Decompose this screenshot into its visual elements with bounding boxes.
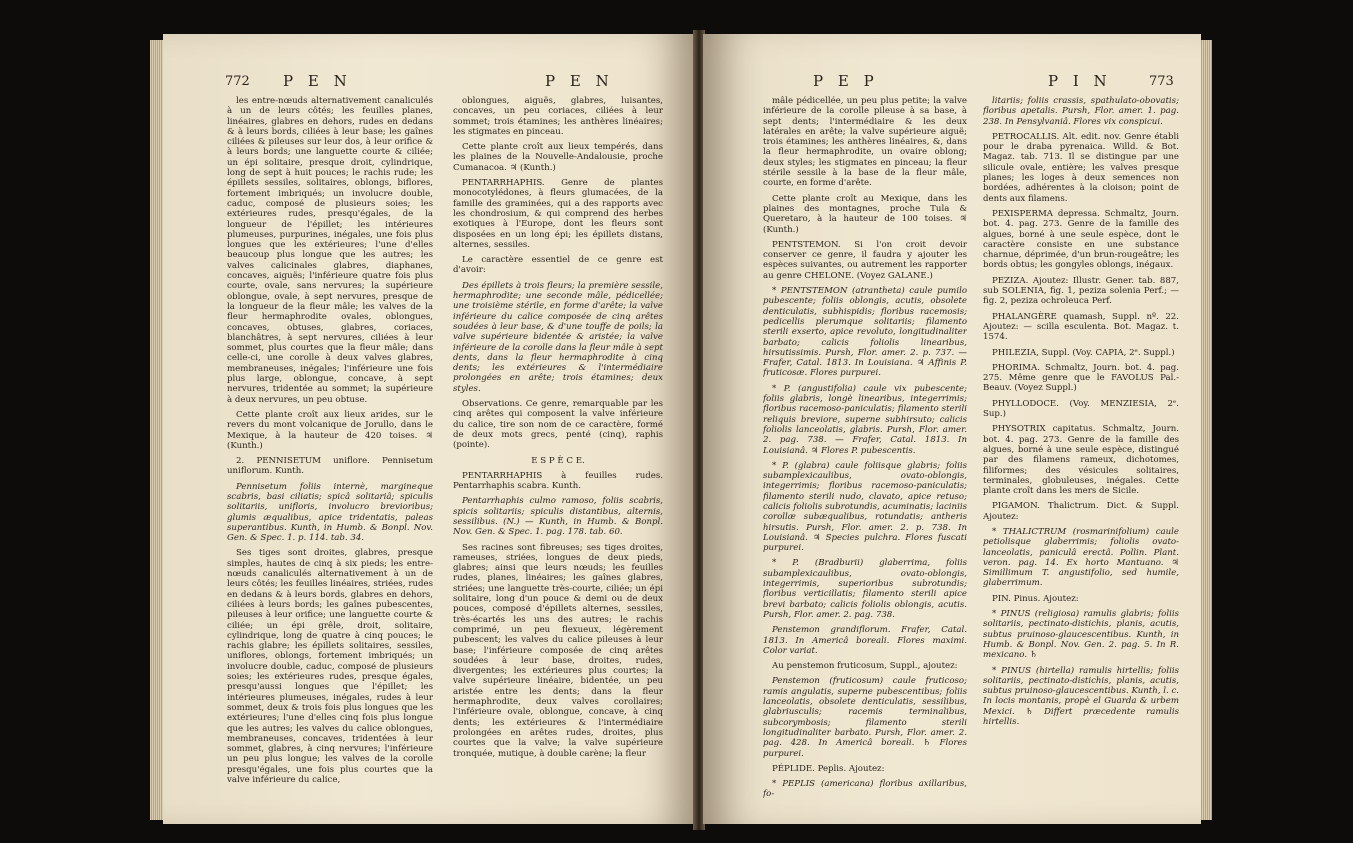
paragraph: PENTSTEMON. Si l'on croit devoir conserver ce genre, il faudra y ajouter les espèces suivantes, ou autrement les rapporter au genre CHELONE. (Voyez GALANE.) (763, 239, 967, 281)
paragraph: litariis; foliis crassis, spathulato-obovatis; floribus apetalis. Pursh, Flor. amer. 1. pag. 238. In Pensylvaniâ. Flores vix conspicui. (983, 96, 1179, 127)
right-page-number: 773 (1149, 74, 1174, 89)
right-running-head-right: P I N (1048, 72, 1112, 90)
paragraph: Cette plante croît au Mexique, dans les plaines des montagnes, proche Tula & Queretaro, à la hauteur de 100 toises. ♃ (Kunth.) (763, 193, 967, 235)
right-column-2 (983, 96, 1179, 816)
paragraph: Penstemon grandiflorum. Frafer, Catal. 1813. In Americâ boreali. Flores maximi. Color variat. (763, 625, 967, 656)
paragraph: les entre-nœuds alternativement canaliculés à un de leurs côtés; les feuilles planes, linéaires, glabres en dehors, rudes en dedans & à leurs bords, ciliées à leur base; les gaînes ciliées & pileuses sur leur dos, à leur orifice & à leurs bords; une languette courte & ciliée; un épi solitaire, presque droit, cylindrique, long de sept à huit pouces; le rachis rude; les épillets sessiles, solitaires, oblongs, biflores, fortement imbriqués; un involucre double, caduc, composé de plusieurs soies; les extérieures rudes, presqu'égales, de la longueur de l'épillet; les intérieures plumeuses, purpurines, inégales, une fois plus longues que les extérieures; l'une d'elles beaucoup plus longue que les autres; les valves calicinales glabres, diaphanes, concaves, aiguës; l'inférieure quatre fois plus courte, ovale, sans nervures; la supérieure oblongue, ovale, à sept nervures, presque de la longueur de la fleur mâle; les valves de la fleur hermaphrodite ovales, oblongues, concaves, obtuses, glabres, coriaces, blanchâtres, à sept nervures, ciliées à leur sommet, plus courtes que la fleur mâle; dans celle-ci, une corolle à deux valves glabres, membraneuses, inégales; l'inférieure une fois plus large, oblongue, concave, à sept nervures, tridentée au sommet; la supérieure à deux nervures, un peu obtuse. (227, 96, 433, 405)
paragraph: PENTARRHAPHIS. Genre de plantes monocotylédones, à fleurs glumacées, de la famille des graminées, qui a des rapports avec les chondrosium, & qui comprend des herbes exotiques à l'Europe, dont les fleurs sont disposées en un long épi; les épillets distans, alternes, sessiles. (453, 178, 663, 250)
right-page (703, 34, 1201, 824)
paragraph: PEXISPERMA depressa. Schmaltz, Journ. bot. 4. pag. 273. Genre de la famille des algues, borné à une seule espèce, dont le caractère consiste en une substance charnue, déprimée, d'un brun-rougeâtre; les bords obtus; les gongyles oblongs, inégaux. (983, 208, 1179, 271)
paragraph: * P. (Bradburii) glaberrima, foliis subamplexicaulibus, ovato-oblongis, integerrimis, superioribus subrotundis; floribus verticillatis; filamento sterili apice brevi barbato; calicis foliolis oblongis, acutis. Pursh, Flor. amer. 2. pag. 738. (763, 558, 967, 620)
paragraph: Penstemon (fruticosum) caule fruticoso; ramis angulatis, superne pubescentibus; foliis lanceolatis, obsolete denticulatis, sessilibus, glabriusculis; racemis terminalibus, subcorymbosis; filamento sterili longitudinaliter barbato. Pursh, Flor. amer. 2. pag. 428. In Americâ boreali. ♄ Flores purpurei. (763, 676, 967, 759)
paragraph: Pentarrhaphis culmo ramoso, foliis scabris, spicis solitariis; spiculis distantibus, alternis, sessilibus. (N.) — Kunth, in Humb. & Bonpl. Nov. Gen. & Spec. 1. pag. 178. tab. 60. (453, 496, 663, 538)
paragraph: Cette plante croît aux lieux tempérés, dans les plaines de la Nouvelle-Andalousie, proche Cumanacoa. ♃ (Kunth.) (453, 142, 663, 173)
right-running-head-left: P E P (813, 72, 879, 90)
paragraph: Pennisetum foliis internè, margineque scabris, basi ciliatis; spicâ solitariâ; spiculis solitariis, unifloris, involucro brevioribus; glumis æqualibus, apice tridentatis, paleas superantibus. Kunth, in Humb. & Bonpl. Nov. Gen. & Spec. 1. p. 114. tab. 34. (227, 481, 433, 544)
paragraph: * THALICTRUM (rosmarinifolium) caule petiolisque glaberrimis; foliolis ovato-lanceolatis, paniculâ erectâ. Pollin. Plant. veron. pag. 14. Ex horto Mantuano. ♃ Simillimum T. angustifolio, sed humile, glaberrimum. (983, 526, 1179, 589)
left-running-head-right: P E N (545, 72, 614, 90)
paragraph: * P. (glabra) caule foliisque glabris; foliis subamplexicaulibus, ovato-oblongis, integerrimis; floribus racemoso-paniculatis; filamento sterili nudo, clavato, apice retuso; calicis foliolis subrotundis, acuminatis; laciniis corollæ subæqualibus, rotundatis; antheris hirsutis. Pursh, Flor. amer. 2. p. 738. In Louisianâ. ♃ Species pulchra. Flores fuscati purpurei. (763, 460, 967, 554)
left-column-2 (453, 96, 663, 816)
paragraph: * PENTSTEMON (atrantheta) caule pumilo pubescente; foliis oblongis, acutis, obsolete denticulatis, subhispidis; floribus racemosis; pedicellis plerumque solitariis; filamento sterili exserto, apice revoluto, longitudinaliter barbato; calicis foliolis linearibus, hirsutissimis. Pursh, Flor. amer. 2. p. 737. — Frafer, Catal. 1813. In Louisiana. ♃ Affinis P. fruticosæ. Flores purpurei. (763, 286, 967, 379)
paragraph: PIGAMON. Thalictrum. Dict. & Suppl. Ajoutez: (983, 501, 1179, 522)
section-heading: E S P È C E. (531, 455, 585, 466)
paragraph: Des épillets à trois fleurs; la première sessile, hermaphrodite; une seconde mâle, pédicellée; une troisième stérile, en forme d'arête; la valve inférieure du calice composée de cinq arêtes soudées à leur base, & d'une touffe de poils; la valve supérieure bidentée & aristée; la valve inférieure de la corolle dans la fleur mâle à sept dents, dans la fleur hermaphrodite à cinq dents; les extérieures & l'intermédiaire prolongées en arête; trois étamines; deux styles. (453, 280, 663, 394)
paragraph: * PEPLIS (americana) floribus axillaribus, fo- (763, 779, 967, 800)
paragraph: PHYLLODOCE. (Voy. MENZIESIA, 2ᵉ. Sup.) (983, 398, 1179, 420)
paragraph: Au penstemon fruticosum, Suppl., ajoutez: (772, 661, 958, 672)
paragraph: PEZIZA. Ajoutez: Illustr. Gener. tab. 887, sub SOLENIA, fig. 1, peziza solenia Perf.; — fig. 2, peziza ochroleuca Perf. (983, 275, 1179, 307)
paragraph: * PINUS (hirtella) ramulis hirtellis; foliis solitariis, pectinato-distichis, planis, acutis, subtus pruinoso-glaucescentibus. Kunth, l. c. In locis montanis, propè el Guarda & urbem Mexici. ♄ Differt præcedente ramulis hirtellis. (983, 665, 1179, 728)
paragraph: PIN. Pinus. Ajoutez: (992, 593, 1079, 604)
paragraph: Le caractère essentiel de ce genre est d'avoir: (453, 255, 663, 276)
paragraph: mâle pédicellée, un peu plus petite; la valve inférieure de la corolle pileuse à sa base, à sept dents; l'intermédiaire & les deux latérales en arête; la valve supérieure aiguë; trois étamines; les anthères linéaires, &, dans la fleur hermaphrodite, un ovaire oblong; deux styles; les stigmates en pinceau; la fleur stérile sessile à la base de la fleur mâle, courte, en forme d'arête. (763, 96, 967, 189)
paragraph: Cette plante croît aux lieux arides, sur le revers du mont volcanique de Jorullo, dans le Mexique, à la hauteur de 420 toises. ♃ (Kunth.) (227, 409, 433, 451)
left-page-edges (150, 40, 164, 820)
right-page-edges (1200, 40, 1212, 820)
right-column-1 (763, 96, 967, 816)
paragraph: 2. PENNISETUM uniflore. Pennisetum uniflorum. Kunth. (227, 456, 433, 477)
left-running-head-left: P E N (283, 72, 352, 90)
paragraph: PENTARRHAPHIS à feuilles rudes. Pentarrhaphis scabra. Kunth. (453, 470, 663, 492)
paragraph: Ses tiges sont droites, glabres, presque simples, hautes de cinq à six pieds; les entre-nœuds canaliculés alternativement à un de leurs côtés; les feuilles linéaires, striées, rudes en dedans & à leurs bords, glabres en dehors, ciliées à leurs bords; les gaînes pubescentes, pileuses à leur orifice; une languette courte & ciliée; un épi grêle, droit, solitaire, cylindrique, long de quatre à cinq pouces; le rachis glabre; les épillets solitaires, sessiles, uniflores, oblongs, fortement imbriqués; un involucre double, caduc, composé de plusieurs soies; les extérieures rudes, presque égales, presqu'aussi longues que l'épillet; les intérieures plumeuses, inégales, rudes à leur sommet, deux & trois fois plus longues que les extérieures; l'une d'elles cinq fois plus longue que les autres; les valves du calice oblongues, membraneuses, concaves, tridentées à leur sommet, glabres, à cinq nervures; l'inférieure un peu plus longue; les valves de la corolle presqu'égales, une fois plus courtes que la valve inférieure du calice, (227, 548, 433, 785)
paragraph: Ses racines sont fibreuses; ses tiges droites, rameuses, striées, longues de deux pieds, glabres; ainsi que leurs nœuds; les feuilles rudes, planes, linéaires; les gaînes glabres, striées; une languette très-courte, ciliée; un épi solitaire, long d'un pouce & demi ou de deux pouces, composé d'épillets alternes, sessiles, très-écartés les uns des autres; le rachis comprimé, un peu flexueux, légèrement pubescent; les valves du calice pileuses à leur base; l'inférieure composée de cinq arêtes soudées à leur base, droites, rudes, divergentes; les extérieures plus courtes; la valve supérieure linéaire, bidentée, un peu aristée entre les dents; dans la fleur hermaphrodite, deux valves corollaires; l'inférieure ovale, oblongue, concave, à cinq dents; les extérieures & l'intermédiaire prolongées en arêtes rudes, droites, plus courtes que la valve; la valve supérieure tronquée, mutique, à double carène; la fleur (453, 542, 663, 759)
paragraph: PHYSOTRIX capitatus. Schmaltz, Journ. bot. 4. pag. 273. Genre de la famille des algues, borné à une seule espèce, distingué par des filamens rameux, dichotomes, filiformes; des vésicules solitaires, terminales, globuleuses, inégales. Cette plante croît dans les mers de Sicile. (983, 424, 1179, 497)
paragraph: PHILEZIA, Suppl. (Voy. CAPIA, 2ᵉ. Suppl.) (992, 347, 1175, 358)
left-page (163, 34, 695, 824)
left-column-1 (227, 96, 433, 816)
paragraph: Observations. Ce genre, remarquable par les cinq arêtes qui composent la valve inférieure du calice, tire son nom de ce caractère, formé de deux mots grecs, penté (cinq), raphis (pointe). (453, 399, 663, 451)
paragraph: * P. (angustifolia) caule vix pubescente; foliis glabris, longè linearibus, integerrimis; floribus racemoso-paniculatis; filamento sterili reliquis breviore, superne subhirsuto; calicis foliolis lanceolatis, glabris. Pursh, Flor. amer. 2. pag. 738. — Frafer, Catal. 1813. In Louisianâ. ♃ Flores P. pubescentis. (763, 383, 967, 456)
paragraph: oblongues, aiguës, glabres, luisantes, concaves, un peu coriaces, ciliées à leur sommet; trois étamines; les anthères linéaires; les stigmates en pinceau. (453, 96, 663, 137)
paragraph: PHALANGÈRE quamash, Suppl. nº. 22. Ajoutez: — scilla esculenta. Bot. Magaz. t. 1574. (983, 311, 1179, 343)
paragraph: PÉPLIDE. Peplis. Ajoutez: (772, 763, 885, 774)
paragraph: * PINUS (religiosa) ramulis glabris; foliis solitariis, pectinato-distichis, planis, acutis, subtus pruinoso-glaucescentibus. Kunth, in Humb. & Bonpl. Nov. Gen. 2. pag. 5. In R. mexicano. ♄ (983, 609, 1179, 661)
paragraph: PETROCALLIS. Alt. edit. nov. Genre établi pour le draba pyrenaica. Willd. & Bot. Magaz. tab. 713. Il se distingue par une silicule ovale, entière; les valves presque planes; les loges à deux semences non bordées, adhérentes à la cloison; point de dents aux filamens. (983, 131, 1179, 204)
left-page-number: 772 (225, 74, 250, 89)
paragraph: PHORIMA. Schmaltz, Journ. bot. 4. pag. 275. Même genre que le FAVOLUS Pal.-Beauv. (Voyez Suppl.) (983, 362, 1179, 394)
